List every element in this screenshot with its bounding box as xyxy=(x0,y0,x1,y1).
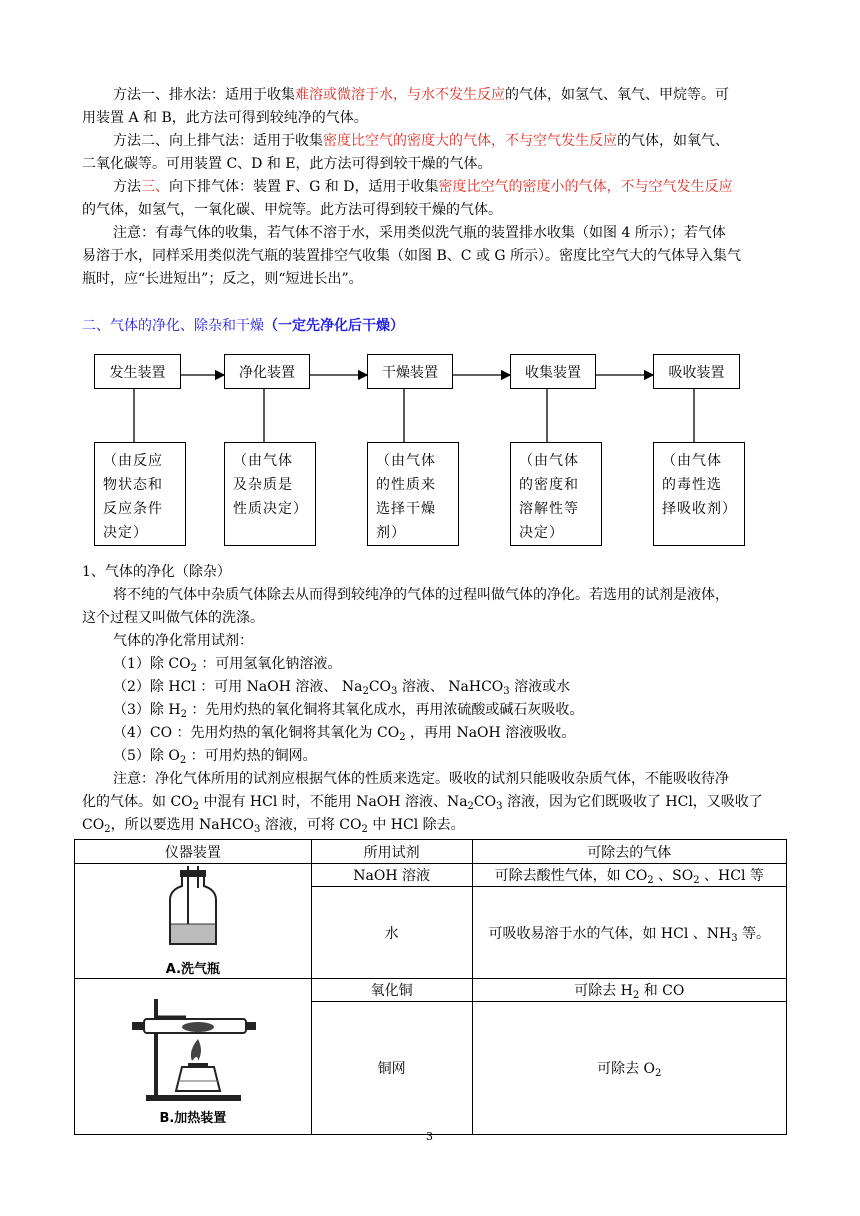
t: 中 HCl 除去。 xyxy=(367,817,465,833)
wash-bottle-icon xyxy=(158,866,228,956)
t: CO xyxy=(82,817,105,833)
text: 的气体，如氧气、 xyxy=(617,133,729,149)
t: 溶液，可将 CO xyxy=(260,817,362,833)
t: 2 xyxy=(399,732,406,743)
t: 3 xyxy=(731,932,738,944)
t: 溶液、 NaHCO xyxy=(397,679,504,695)
purify-item-2 xyxy=(113,676,570,699)
t: 2 xyxy=(467,801,474,812)
t: 中混有 HCl 时，不能用 NaOH 溶液、Na xyxy=(199,794,468,810)
method-2-line-2: 二氧化碳等。可用装置 C、D 和 E，此方法可得到较干燥的气体。 xyxy=(82,156,492,172)
t: 2 xyxy=(180,709,187,720)
t: （2）除 HCl ：可用 NaOH 溶液、 Na xyxy=(113,679,363,695)
t: ：可用氢氧化钠溶液。 xyxy=(196,656,342,672)
flow-step-purify: 净化装置 xyxy=(224,354,310,389)
t: 溶液，因为它们既吸收了 HCl，又吸收了 xyxy=(502,794,763,810)
t: 、SO xyxy=(653,868,694,884)
purify-desc-2: 这个过程又叫做气体的洗涤。 xyxy=(82,610,264,626)
heating-apparatus-caption: B.加热装置 xyxy=(159,1111,227,1126)
gas-soluble xyxy=(472,887,786,979)
header-apparatus: 仪器装置 xyxy=(75,840,312,864)
highlight-text: 难溶或微溶于水，与水不发生反应 xyxy=(295,87,505,103)
text: 方法 xyxy=(113,179,141,195)
t: 化的气体。如 CO xyxy=(82,794,193,810)
t: 3 xyxy=(254,824,261,835)
t: 可吸收易溶于水的气体，如 HCl 、NH xyxy=(488,925,732,942)
reagent-water: 水 xyxy=(311,887,472,979)
highlight-text: 密度比空气的密度大的气体，不与空气发生反应 xyxy=(323,133,617,149)
purify-note-1: 注意：净化气体所用的试剂应根据气体的性质来选定。吸收的试剂只能吸收杂质气体，不能吸收待净 xyxy=(113,771,729,787)
note-line-1: 注意：有毒气体的收集，若气体不溶于水，采用类似洗气瓶的装置排水收集（如图 4 所示）；若气体 xyxy=(113,225,726,241)
t: 3 xyxy=(391,686,398,697)
t: （4）CO ：先用灼热的氧化铜将其氧化为 CO xyxy=(113,725,400,741)
flow-note-purify: （由气体及杂质是性质决定） xyxy=(224,442,316,546)
purify-item-4 xyxy=(113,722,575,745)
flow-step-absorb: 吸收装置 xyxy=(653,354,740,389)
purify-desc-1: 将不纯的气体中杂质气体除去从而得到较纯净的气体的过程叫做气体的净化。若选用的试剂是液体， xyxy=(113,587,729,603)
t: ，所以要选用 NaHCO xyxy=(110,817,255,833)
wash-bottle-caption: A.洗气瓶 xyxy=(165,961,221,977)
purify-title: 1、气体的净化（除杂） xyxy=(82,564,231,580)
page-number: 3 xyxy=(426,1130,433,1143)
note-line-2: 易溶于水，同样采用类似洗气瓶的装置排空气收集（如图 B、C 或 G 所示）。密度比空气大的气体导入集气 xyxy=(82,248,741,264)
apparatus-wash-bottle-cell xyxy=(75,864,312,979)
t: 3 xyxy=(503,686,510,697)
purify-item-1 xyxy=(113,653,341,676)
reagent-copper-oxide: 氧化铜 xyxy=(311,979,472,1002)
t: 2 xyxy=(632,990,640,1001)
apparatus-heating-cell xyxy=(75,979,312,1135)
t: 等。 xyxy=(737,925,771,942)
t: 2 xyxy=(190,663,197,674)
t: 2 xyxy=(179,755,187,766)
note-line-3: 瓶时，应“长进短出”；反之，则“短进长出”。 xyxy=(82,271,363,287)
t: 3 xyxy=(496,801,503,812)
gas-h2-co xyxy=(472,979,786,1002)
t: 2 xyxy=(362,686,369,697)
flow-step-dry: 干燥装置 xyxy=(367,354,453,389)
t: 可除去 H xyxy=(574,983,633,999)
t: 2 xyxy=(361,824,368,835)
flow-note-dry: （由气体的性质来选择干燥剂） xyxy=(367,442,459,546)
reagent-naoh: NaOH 溶液 xyxy=(311,864,472,887)
heading-bold-text: （一定先净化后干燥） xyxy=(264,318,404,334)
flow-note-generate: （由反应物状态和反应条件决定） xyxy=(94,442,186,546)
t: 2 xyxy=(192,801,200,812)
t: ，再用 NaOH 溶液吸收。 xyxy=(405,725,576,741)
heating-apparatus-icon xyxy=(128,987,258,1105)
purify-common: 气体的净化常用试剂： xyxy=(113,633,253,649)
highlight-text: 密度比空气的密度小的气体，不与空气发生反应 xyxy=(438,179,733,195)
t: 2 xyxy=(104,824,111,835)
purify-item-5 xyxy=(113,745,317,768)
t: （3）除 H xyxy=(113,702,181,718)
flow-note-absorb: （由气体的毒性选择吸收剂） xyxy=(653,442,745,546)
t: ：可用灼热的铜网。 xyxy=(186,748,317,764)
method-3-line-2: 的气体，如氢气，一氧化碳、甲烷等。此方法可得到较干燥的气体。 xyxy=(82,202,502,218)
t: ：先用灼热的氧化铜将其氧化成水，再用浓硫酸或碱石灰吸收。 xyxy=(186,702,584,718)
t: 、HCl 等 xyxy=(699,868,764,884)
reagent-table xyxy=(74,839,787,1135)
flow-step-generate: 发生装置 xyxy=(94,354,181,389)
t: 可除去 O xyxy=(597,1061,656,1077)
t: （5）除 O xyxy=(113,748,180,764)
purify-item-3 xyxy=(113,699,583,722)
t: CO xyxy=(473,794,497,810)
gas-o2 xyxy=(472,1002,786,1135)
purify-note-2 xyxy=(82,791,763,814)
heading-text: 二、气体的净化、除杂和干燥 xyxy=(82,318,264,334)
purify-note-3 xyxy=(82,814,465,837)
t: 2 xyxy=(647,875,654,886)
header-reagent: 所用试剂 xyxy=(311,840,472,864)
t: （1）除 CO xyxy=(113,656,191,672)
reagent-copper-mesh: 铜网 xyxy=(311,1002,472,1135)
text: 向下排气体：装置 F、G 和 D，适用于收集 xyxy=(169,179,439,195)
flow-step-collect: 收集装置 xyxy=(510,354,596,389)
text: 的气体，如氢气、氧气、甲烷等。可 xyxy=(505,87,729,103)
text: 方法一、排水法：适用于收集 xyxy=(113,87,295,103)
text: 方法二、向上排气法：适用于收集 xyxy=(113,133,323,149)
t: 可除去酸性气体，如 CO xyxy=(494,868,648,884)
t: 2 xyxy=(693,875,700,886)
header-gas: 可除去的气体 xyxy=(472,840,786,864)
method-1-line-2: 用装置 A 和 B，此方法可得到较纯净的气体。 xyxy=(82,110,368,126)
gas-acidic xyxy=(472,864,786,887)
flow-note-collect: （由气体的密度和溶解性等决定） xyxy=(510,442,602,546)
t: 2 xyxy=(655,1068,662,1079)
t: CO xyxy=(368,679,392,695)
highlight-text: 三、 xyxy=(141,179,169,195)
t: 溶液或水 xyxy=(509,679,571,695)
t: 和 CO xyxy=(639,983,685,999)
